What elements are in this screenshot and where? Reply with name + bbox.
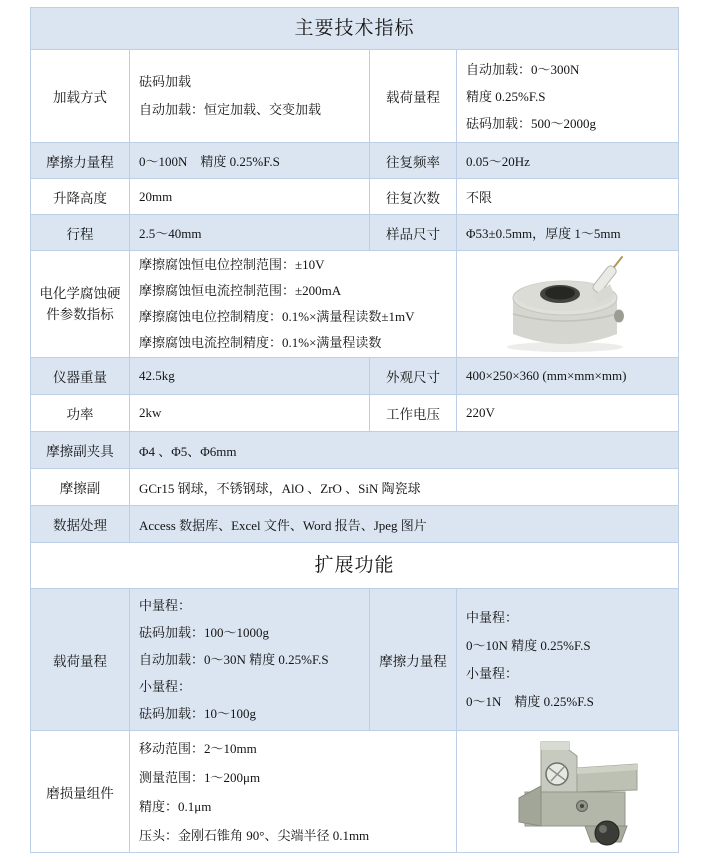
value-friction-pair: GCr15 钢球，不锈钢球，AlO 、ZrO 、SiN 陶瓷球 [129, 469, 678, 505]
label-data-processing: 数据处理 [53, 518, 107, 533]
electrochemical-cell-image [480, 254, 655, 354]
row-ext-load-range [31, 588, 678, 730]
label-clamp: 摩擦副夹具 [46, 444, 114, 459]
value-line: 摩擦腐蚀电流控制精度：0.1%×满量程读数 [139, 335, 382, 350]
section-title: 扩展功能 [31, 542, 678, 588]
value-stroke: 2.5～40mm [129, 215, 369, 250]
value-line: 砝码加载 [139, 74, 192, 89]
value-line: 测量范围：1～200μm [139, 769, 261, 785]
value-recip-count: 不限 [456, 179, 678, 214]
value-line: 精度：0.1μm [139, 798, 212, 814]
wear-component-image [485, 734, 650, 849]
spec-table [30, 7, 679, 853]
row-wear-component [31, 730, 678, 852]
value-load-mode [129, 50, 369, 142]
value-line: 砝码加载：100～1000g [139, 625, 270, 640]
label-recip-count: 往复次数 [369, 179, 456, 214]
value-line: 0～1N 精度 0.25%F.S [466, 693, 594, 709]
value-clamp: Φ4 、Φ5、Φ6mm [129, 432, 678, 468]
label-ext-load-range: 载荷量程 [53, 653, 107, 669]
value-line: 砝码加载：10～100g [139, 706, 257, 721]
label-lift-height: 升降高度 [53, 190, 107, 206]
value-line: 自动加载：恒定加载、交变加载 [139, 102, 322, 117]
value-voltage: 220V [456, 395, 678, 431]
value-line: 压头：金刚石锥角 90°、尖端半径 0.1mm [139, 827, 370, 843]
label-sample-size: 样品尺寸 [369, 215, 456, 250]
value-line: 中量程： [466, 609, 519, 625]
value-load-range [456, 50, 678, 142]
label-line: 电化学腐蚀硬 [39, 286, 121, 301]
row-friction-pair [31, 468, 678, 505]
value-recip-frequency: 0.05～20Hz [456, 143, 678, 178]
row-load-mode [31, 49, 678, 142]
value-wear-component [129, 731, 456, 852]
label-weight: 仪器重量 [53, 370, 107, 385]
value-line: 砝码加载：500～2000g [466, 115, 597, 131]
label-electrochem [31, 251, 129, 357]
value-ext-friction-range [456, 589, 678, 730]
label-load-mode: 加载方式 [53, 90, 107, 105]
value-line: 0～10N 精度 0.25%F.S [466, 637, 591, 653]
wear-component-photo [456, 731, 678, 852]
label-power: 功率 [66, 407, 94, 422]
label-ext-friction-range: 摩擦力量程 [369, 589, 456, 730]
row-friction-range [31, 142, 678, 178]
value-line: 中量程： [139, 598, 192, 613]
value-data-processing: Access 数据库、Excel 文件、Word 报告、Jpeg 图片 [129, 506, 678, 542]
value-sample-size: Φ53±0.5mm，厚度 1～5mm [456, 215, 678, 250]
value-line: 小量程： [466, 665, 519, 681]
electrochemical-cell-photo [456, 251, 678, 357]
row-data-processing [31, 505, 678, 542]
main-title: 主要技术指标 [31, 8, 678, 49]
value-weight: 42.5kg [129, 358, 369, 394]
value-ext-load-range [129, 589, 369, 730]
label-stroke: 行程 [66, 226, 94, 242]
row-weight [31, 357, 678, 394]
value-electrochem [129, 251, 456, 357]
value-line: 自动加载：0～300N [466, 61, 580, 77]
label-friction-pair: 摩擦副 [59, 481, 101, 496]
value-line: 摩擦腐蚀恒电流控制范围：±200mA [139, 283, 342, 298]
value-line: 自动加载：0～30N 精度 0.25%F.S [139, 652, 329, 667]
label-wear-component: 磨损量组件 [46, 785, 114, 801]
label-load-range: 载荷量程 [369, 50, 456, 142]
row-clamp [31, 431, 678, 468]
row-power [31, 394, 678, 431]
value-line: 移动范围：2～10mm [139, 740, 257, 756]
row-electrochem [31, 250, 678, 357]
value-line: 精度 0.25%F.S [466, 88, 546, 104]
value-line: 摩擦腐蚀电位控制精度：0.1%×满量程读数±1mV [139, 309, 415, 324]
value-line: 小量程： [139, 679, 192, 694]
label-friction-range: 摩擦力量程 [46, 154, 114, 170]
label-dimensions: 外观尺寸 [369, 358, 456, 394]
value-power: 2kw [129, 395, 369, 431]
value-line: 摩擦腐蚀恒电位控制范围：±10V [139, 257, 325, 272]
value-dimensions: 400×250×360 (mm×mm×mm) [456, 358, 678, 394]
label-voltage: 工作电压 [369, 395, 456, 431]
value-friction-range: 0～100N 精度 0.25%F.S [129, 143, 369, 178]
label-recip-frequency: 往复频率 [369, 143, 456, 178]
label-line: 件参数指标 [46, 307, 114, 322]
row-stroke [31, 214, 678, 250]
value-lift-height: 20mm [129, 179, 369, 214]
row-lift-height [31, 178, 678, 214]
